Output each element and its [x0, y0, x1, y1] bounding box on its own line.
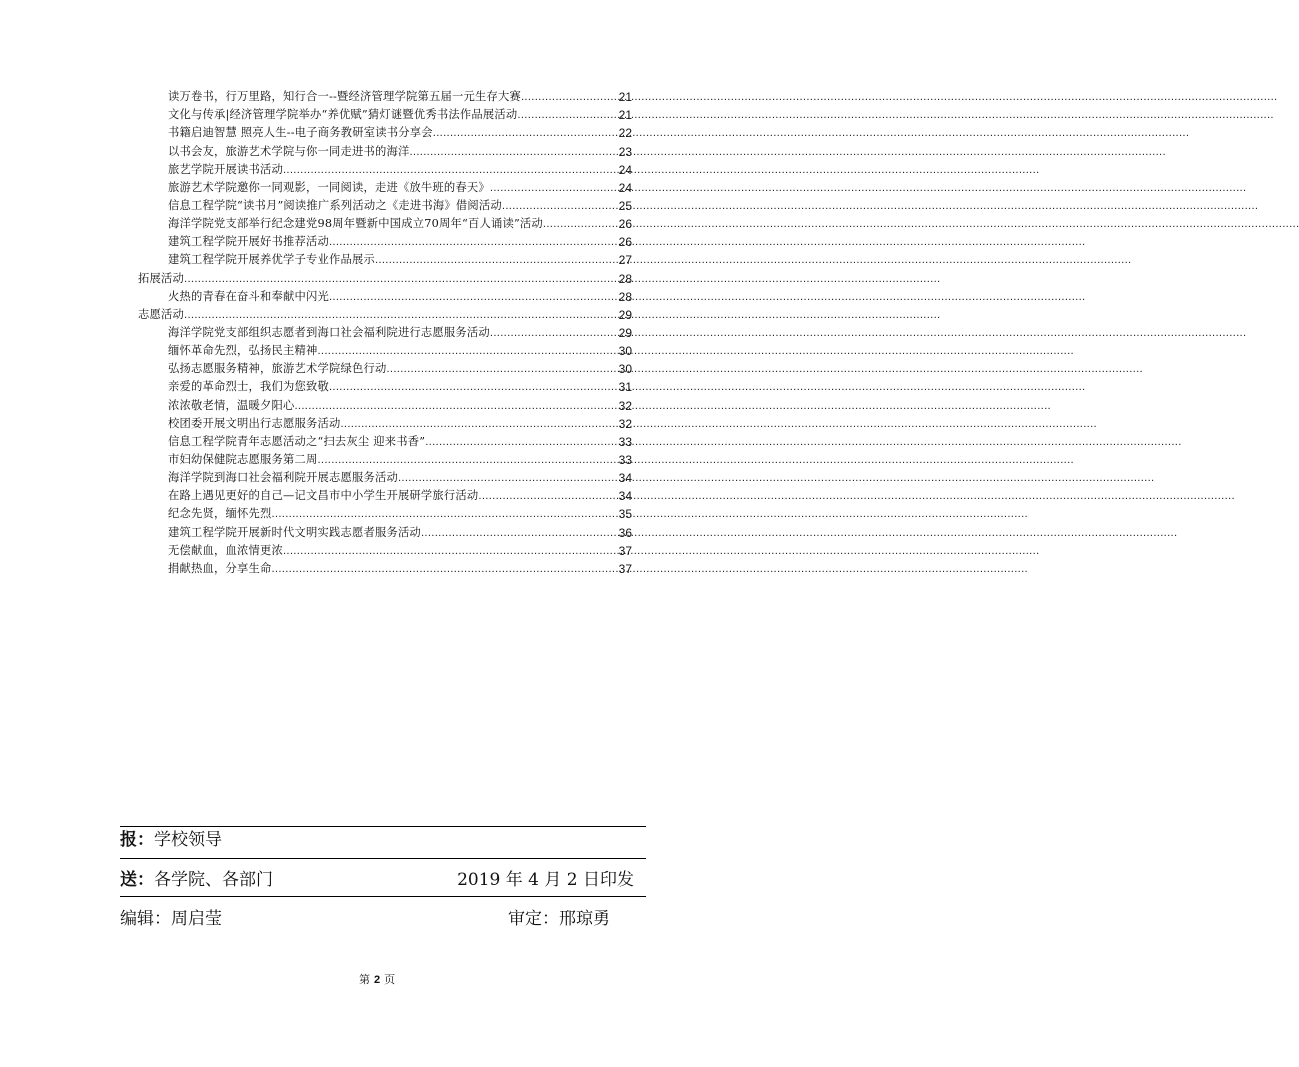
toc-entry-title: 信息工程学院青年志愿活动之“扫去灰尘 迎来书香” — [168, 434, 426, 448]
toc-dot-leader — [184, 308, 618, 322]
toc-entry-title: 建筑工程学院开展新时代文明实践志愿者服务活动 — [168, 525, 421, 539]
toc-dot-leader — [521, 90, 618, 104]
reviewer-name: 审定：邢琼勇 — [508, 909, 610, 929]
toc-entry-title: 旅艺学院开展读书活动 — [168, 162, 283, 176]
toc-entry[interactable] — [138, 467, 632, 485]
toc-entry-title: 海洋学院党支部举行纪念建党98周年暨新中国成立70周年“百人诵读”活动 — [168, 217, 543, 231]
toc-entry-page: 24 — [618, 162, 632, 177]
toc-dot-leader — [502, 199, 618, 213]
toc-entry-title: 建筑工程学院开展养优学子专业作品展示 — [168, 253, 375, 267]
toc-entry-title: 浓浓敬老情，温暖夕阳心 — [168, 398, 295, 412]
toc-entry[interactable] — [138, 485, 632, 503]
toc-entry[interactable] — [138, 521, 632, 539]
toc-entry-title: 拓展活动 — [138, 271, 184, 285]
toc-dot-leader — [425, 435, 617, 449]
toc-entry-title: 亲爱的革命烈士，我们为您致敬 — [168, 380, 329, 394]
toc-dot-leader — [340, 417, 617, 431]
toc-entry[interactable] — [138, 394, 632, 412]
toc-entry[interactable] — [138, 322, 632, 340]
toc-entry[interactable] — [138, 376, 632, 394]
toc-entry-page: 34 — [618, 489, 632, 504]
toc-entry[interactable] — [138, 86, 632, 104]
toc-entry[interactable] — [138, 431, 632, 449]
toc-entry-page: 21 — [618, 108, 632, 123]
toc-entry[interactable] — [138, 540, 632, 558]
toc-entry-page: 26 — [618, 217, 632, 232]
toc-entry[interactable] — [138, 140, 632, 158]
page-number — [0, 971, 754, 987]
toc-dot-leader — [421, 526, 618, 540]
report-line — [120, 829, 646, 851]
toc-dot-leader — [398, 471, 618, 485]
toc-section-heading[interactable] — [138, 304, 632, 322]
issue-date: 2019 年 4 月 2 日印发 — [457, 870, 634, 890]
toc-dot-leader — [294, 399, 617, 413]
toc-entry-title: 旅游艺术学院邀你一同观影，一同阅读，走进《放牛班的春天》 — [168, 180, 490, 194]
toc-dot-leader — [490, 326, 618, 340]
toc-entry-title: 市妇幼保健院志愿服务第二周 — [168, 452, 318, 466]
toc-entry-title: 无偿献血，血浓情更浓 — [168, 543, 283, 557]
toc-entry-page: 21 — [618, 90, 632, 105]
toc-dot-leader — [543, 217, 618, 231]
toc-entry[interactable] — [138, 213, 632, 231]
toc-entry[interactable] — [138, 413, 632, 431]
toc-entry-title: 在路上遇见更好的自己—记文昌市中小学生开展研学旅行活动 — [168, 489, 479, 503]
toc-entry-page: 22 — [618, 126, 632, 141]
page-number-prefix: 第 — [358, 973, 370, 986]
toc-entry[interactable] — [138, 231, 632, 249]
toc-dot-leader — [517, 108, 617, 122]
report-recipients: 学校领导 — [154, 830, 222, 850]
toc-entry-page: 31 — [618, 380, 632, 395]
toc-entry-page: 29 — [618, 307, 632, 322]
toc-entry-title: 弘扬志愿服务精神，旅游艺术学院绿色行动 — [168, 362, 387, 376]
toc-entry-title: 以书会友，旅游艺术学院与你一同走进书的海洋 — [168, 144, 410, 158]
toc-dot-leader — [433, 126, 618, 140]
editor-name: 编辑：周启莹 — [120, 909, 222, 929]
toc-dot-leader — [184, 272, 618, 286]
toc-entry-title: 信息工程学院“读书月”阅读推广系列活动之《走进书海》借阅活动 — [168, 198, 502, 212]
divider-line — [120, 858, 646, 859]
toc-entry-page: 25 — [618, 198, 632, 213]
toc-entry-page: 30 — [618, 344, 632, 359]
toc-dot-leader — [478, 489, 617, 503]
toc-entry[interactable] — [138, 177, 632, 195]
toc-entry[interactable] — [138, 286, 632, 304]
send-line — [120, 869, 646, 891]
toc-entry-title: 海洋学院到海口社会福利院开展志愿服务活动 — [168, 471, 398, 485]
toc-dot-leader — [409, 145, 617, 159]
toc-entry-page: 37 — [618, 543, 632, 558]
send-label: 送： — [120, 870, 154, 890]
toc-entry[interactable] — [138, 122, 632, 140]
report-label: 报： — [120, 830, 154, 850]
toc-entry-title: 志愿活动 — [138, 307, 184, 321]
toc-entry-page: 27 — [618, 253, 632, 268]
toc-entry-title: 火热的青春在奋斗和奉献中闪光 — [168, 289, 329, 303]
toc-entry-title: 缅怀革命先烈，弘扬民主精神 — [168, 344, 318, 358]
toc-dot-leader — [283, 544, 618, 558]
toc-entry-title: 书籍启迪智慧 照亮人生--电子商务教研室读书分享会 — [168, 126, 433, 140]
toc-entry-page: 28 — [618, 289, 632, 304]
toc-entry-page: 33 — [618, 434, 632, 449]
toc-dot-leader — [317, 453, 617, 467]
toc-entry[interactable] — [138, 558, 632, 576]
toc-entry-title: 文化与传承|经济管理学院举办“养优赋”猜灯谜暨优秀书法作品展活动 — [168, 108, 518, 122]
toc-entry-title: 校团委开展文明出行志愿服务活动 — [168, 416, 341, 430]
toc-entry-title: 纪念先贤，缅怀先烈 — [168, 507, 272, 521]
page-number-suffix: 页 — [384, 973, 396, 986]
toc-entry[interactable] — [138, 358, 632, 376]
toc-entry-page: 35 — [618, 507, 632, 522]
toc-entry-page: 24 — [618, 180, 632, 195]
divider-line — [120, 896, 646, 897]
toc-entry-page: 30 — [618, 362, 632, 377]
editor-line — [120, 908, 646, 930]
toc-entry[interactable] — [138, 249, 632, 267]
toc-entry-page: 28 — [618, 271, 632, 286]
toc-entry-page: 23 — [618, 144, 632, 159]
toc-entry[interactable] — [138, 340, 632, 358]
toc-entry[interactable] — [138, 104, 632, 122]
toc-dot-leader — [375, 253, 618, 267]
toc-entry-page: 29 — [618, 325, 632, 340]
toc-entry-page: 33 — [618, 452, 632, 467]
toc-entry-page: 37 — [618, 561, 632, 576]
toc-dot-leader — [329, 380, 618, 394]
toc-entry-page: 36 — [618, 525, 632, 540]
toc-section-heading[interactable] — [138, 267, 632, 285]
toc-dot-leader — [317, 344, 617, 358]
toc-entry[interactable] — [138, 159, 632, 177]
toc-entry-title: 海洋学院党支部组织志愿者到海口社会福利院进行志愿服务活动 — [168, 325, 490, 339]
toc-entry-title: 建筑工程学院开展好书推荐活动 — [168, 235, 329, 249]
toc-dot-leader — [283, 163, 618, 177]
toc-entry-page: 34 — [618, 471, 632, 486]
toc-dot-leader — [329, 235, 618, 249]
toc-entry[interactable] — [138, 449, 632, 467]
send-recipients: 各学院、各部门 — [154, 870, 273, 890]
toc-dot-leader — [271, 507, 617, 521]
toc-dot-leader — [490, 181, 618, 195]
toc-dot-leader — [386, 362, 617, 376]
toc-entry[interactable] — [138, 503, 632, 521]
toc-dot-leader — [271, 562, 617, 576]
toc-entry-page: 32 — [618, 398, 632, 413]
table-of-contents — [138, 86, 632, 576]
toc-entry-page: 32 — [618, 416, 632, 431]
divider-line — [120, 826, 646, 827]
page-number-value: 2 — [373, 974, 381, 986]
toc-entry-title: 读万卷书，行万里路，知行合一--暨经济管理学院第五届一元生存大赛 — [168, 90, 521, 104]
toc-dot-leader — [329, 290, 618, 304]
toc-entry[interactable] — [138, 195, 632, 213]
toc-entry-title: 捐献热血，分享生命 — [168, 561, 272, 575]
toc-entry-page: 26 — [618, 235, 632, 250]
